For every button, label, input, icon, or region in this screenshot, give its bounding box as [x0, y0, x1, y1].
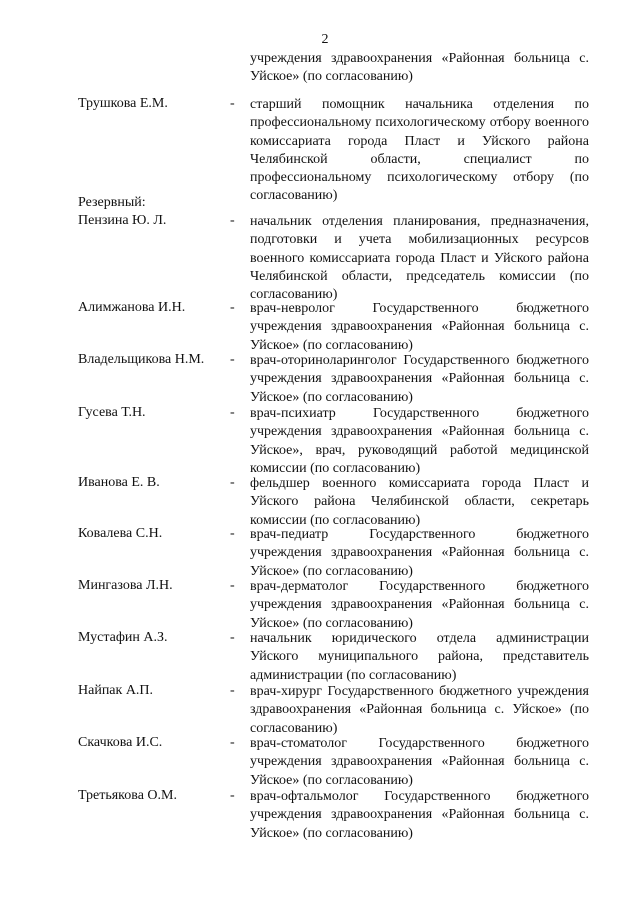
member-name: Найпак А.П. [78, 683, 154, 698]
member-description: начальник отделения планирования, предназначения, подготовки и учета мобилизационных ресурсов военного комиссариата города Пласт и Уйского района Челябинской области, председатель комиссии (по согласованию) [250, 214, 589, 303]
member-name: Скачкова И.С. [78, 735, 163, 750]
member-name: Гусева Т.Н. [78, 405, 146, 420]
member-description: врач-невролог Государственного бюджетного учреждения здравоохранения «Районная больница с. Уйское» (по согласованию) [250, 301, 589, 353]
dash: - [230, 213, 235, 228]
dash: - [230, 96, 235, 111]
member-description: врач-педиатр Государственного бюджетного учреждения здравоохранения «Районная больница с. Уйское» (по согласованию) [250, 527, 589, 579]
member-description: начальник юридического отдела администрации Уйского муниципального района, представитель администрации (по согласованию) [250, 631, 589, 683]
dash: - [230, 352, 235, 367]
member-description: врач-дерматолог Государственного бюджетного учреждения здравоохранения «Районная больница с. Уйское» (по согласованию) [250, 579, 589, 631]
dash: - [230, 526, 235, 541]
continuation-text: учреждения здравоохранения «Районная больница с. Уйское» (по согласованию) [250, 51, 589, 85]
member-name: Иванова Е. В. [78, 475, 160, 490]
member-name: Пензина Ю. Л. [78, 213, 167, 228]
reserve-label: Резервный: [78, 195, 146, 210]
dash: - [230, 405, 235, 420]
member-description: врач-оториноларинголог Государственного бюджетного учреждения здравоохранения «Районная больница с. Уйское» (по согласованию) [250, 353, 589, 405]
member-description: врач-психиатр Государственного бюджетного учреждения здравоохранения «Районная больница с. Уйское», врач, руководящий работой медицинской комиссии (по согласованию) [250, 406, 589, 476]
member-name: Трушкова Е.М. [78, 96, 168, 111]
member-description: старший помощник начальника отделения по профессиональному психологическому отбору военного комиссариата города Пласт и Уйского района Челябинской области, специалист по профессиональному психологическому отбору (по согласованию) [250, 97, 589, 204]
dash: - [230, 788, 235, 803]
member-description: фельдшер военного комиссариата города Пласт и Уйского района Челябинской области, секретарь комиссии (по согласованию) [250, 476, 589, 528]
member-name: Мустафин А.З. [78, 630, 168, 645]
dash: - [230, 475, 235, 490]
member-description: врач-хирург Государственного бюджетного учреждения здравоохранения «Районная больница с. Уйское» (по согласованию) [250, 684, 589, 736]
member-name: Третьякова О.М. [78, 788, 177, 803]
dash: - [230, 735, 235, 750]
member-name: Мингазова Л.Н. [78, 578, 173, 593]
member-name: Ковалева С.Н. [78, 526, 163, 541]
member-description: врач-офтальмолог Государственного бюджетного учреждения здравоохранения «Районная больница с. Уйское» (по согласованию) [250, 789, 589, 841]
dash: - [230, 630, 235, 645]
dash: - [230, 683, 235, 698]
dash: - [230, 300, 235, 315]
member-description: врач-стоматолог Государственного бюджетного учреждения здравоохранения «Районная больница с. Уйское» (по согласованию) [250, 736, 589, 788]
member-name: Владельщикова Н.М. [78, 352, 205, 367]
page-number: 2 [321, 32, 329, 47]
dash: - [230, 578, 235, 593]
member-name: Алимжанова И.Н. [78, 300, 186, 315]
